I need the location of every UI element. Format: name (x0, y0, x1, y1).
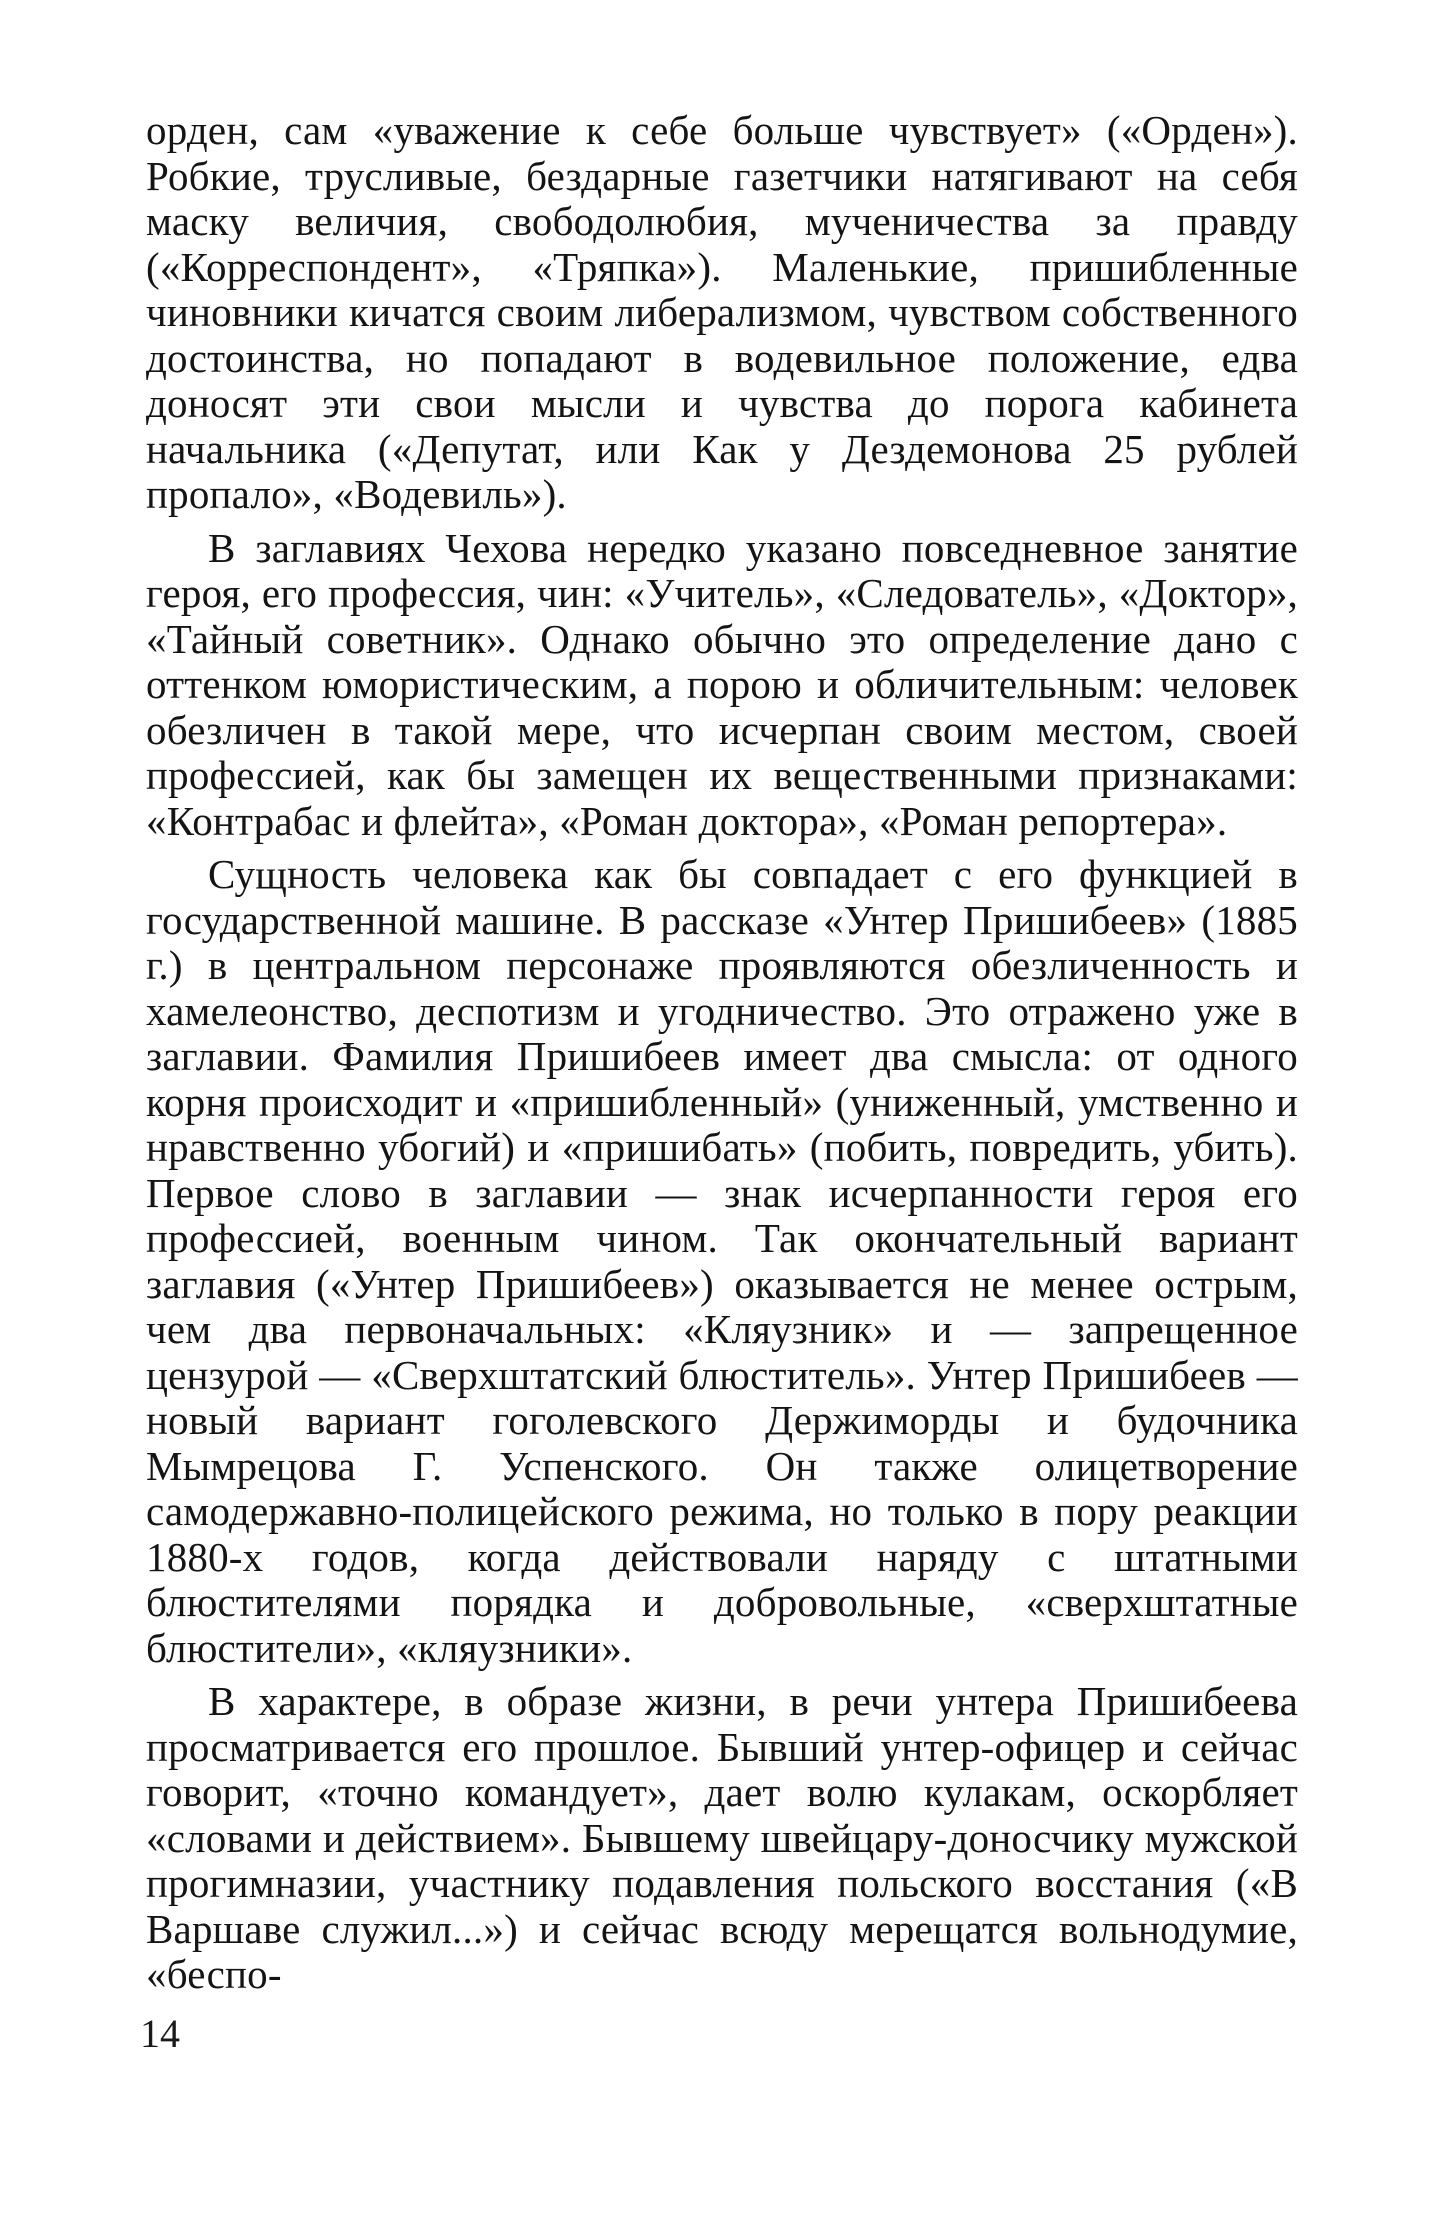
paragraph-2: В заглавиях Чехова нередко указано повседневное занятие героя, его профессия, чин: «Учитель», «Следователь», «Доктор», «Тайный советник». Однако обычно это определение дано с оттенком юмористическим, а порою и обличительным: человек обезличен в такой мере, что исчерпан своим местом, своей профессией, как бы замещен их вещественными признаками: «Контрабас и флейта», «Роман доктора», «Роман репортера». (146, 524, 1298, 844)
paragraph-4: В характере, в образе жизни, в речи унтера Пришибеева просматривается его прошлое. Бывший унтер-офицер и сейчас говорит, «точно командует», дает волю кулакам, оскорбляет «словами и действием». Бывшему швейцару-доносчику мужской прогимназии, участнику подавления польского восстания («В Варшаве служил...») и сейчас всюду мерещатся вольнодумие, «беспо- (146, 1678, 1298, 1997)
page-body (146, 108, 1298, 1998)
page-number: 14 (140, 2011, 180, 2056)
paragraph-1: орден, сам «уважение к себе больше чувствует» («Орден»). Робкие, трусливые, бездарные газетчики натягивают на себя маску величия, свободолюбия, мученичества за правду («Корреспондент», «Тряпка»). Маленькие, пришибленные чиновники кичатся своим либерализмом, чувством собственного достоинства, но попадают в водевильное положение, едва доносят эти свои мысли и чувства до порога кабинета начальника («Депутат, или Как у Дездемонова 25 рублей пропало», «Водевиль»). (146, 107, 1298, 517)
paragraph-3: Сущность человека как бы совпадает с его функцией в государственной машине. В рассказе «Унтер Пришибеев» (1885 г.) в центральном персонаже проявляются обезличенность и хамелеонство, деспотизм и угодничество. Это отражено уже в заглавии. Фамилия Пришибеев имеет два смысла: от одного корня происходит и «пришибленный» (униженный, умственно и нравственно убогий) и «пришибать» (побить, повредить, убить). Первое слово в заглавии — знак исчерпанности героя его профессией, военным чином. Так окончательный вариант заглавия («Унтер Пришибеев») оказывается не менее острым, чем два первоначальных: «Кляузник» и — запрещенное цензурой — «Сверхштатский блюститель». Унтер Пришибеев — новый вариант гоголевского Держиморды и будочника Мымрецова Г. Успенского. Он также олицетворение самодержавно-полицейского режима, но только в пору реакции 1880-х годов, когда действовали наряду с штатными блюстителями порядка и добровольные, «сверхштатные блюстители», «кляузники». (146, 851, 1298, 1671)
